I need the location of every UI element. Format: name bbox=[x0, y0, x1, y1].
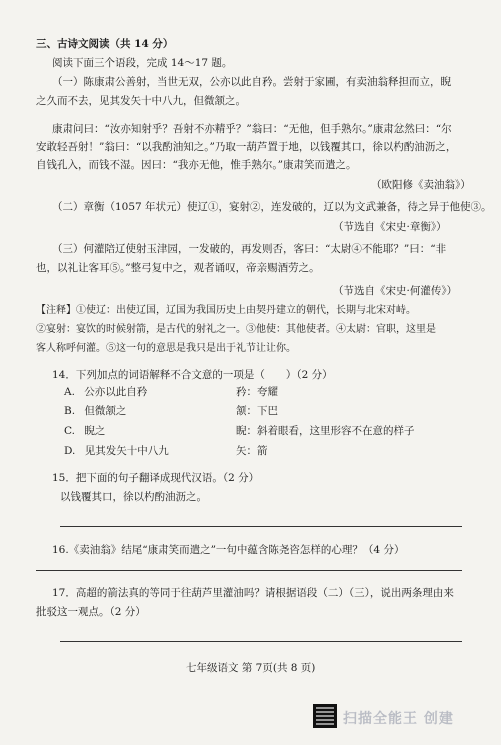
passage-1-line-3: 康肃问曰：“汝亦知射乎？吾射不亦精乎？”翁曰：“无他，但手熟尔。”康肃忿然曰：“尔 bbox=[52, 123, 452, 135]
notes-line-1: 【注释】①使辽：出使辽国，辽国为我国历史上由契丹建立的朝代，长期与北宋对峙。 bbox=[36, 305, 416, 316]
passage-2-source: （节选自《宋史·章衡》） bbox=[333, 221, 447, 233]
answer-line-15 bbox=[60, 526, 462, 527]
passage-1-line-2: 之久而不去，见其发矢十中八九，但微颔之。 bbox=[36, 95, 246, 107]
passage-2-line-1: （二）章衡（1057 年状元）使辽①，宴射②，连发破的，辽以为文武兼备，待之异于他使③。 bbox=[52, 201, 492, 213]
passage-3-source: （节选自《宋史·何灌传》） bbox=[333, 285, 458, 297]
option-d-gloss: 矢：箭 bbox=[236, 445, 268, 457]
passage-1-line-1: （一）陈康肃公善射，当世无双，公亦以此自矜。尝射于家圃，有卖油翁释担而立，睨 bbox=[52, 76, 451, 88]
passage-3-line-1: （三）何灌陪辽使射玉津园，一发破的，再发则否，客曰：“太尉④不能耶？”曰：“非 bbox=[52, 243, 447, 255]
answer-line-17 bbox=[60, 641, 462, 642]
option-phrase: 见其发矢十中八九 bbox=[84, 445, 169, 457]
option-letter: A. bbox=[64, 386, 75, 398]
section-title: 三、古诗文阅读（共 14 分） bbox=[36, 38, 174, 50]
watermark-text: 扫描全能王 创建 bbox=[343, 711, 454, 727]
option-d bbox=[64, 444, 169, 458]
option-c bbox=[64, 424, 105, 438]
option-b bbox=[64, 404, 126, 418]
question-15-sentence: 以钱覆其口，徐以杓酌油沥之。 bbox=[60, 491, 207, 503]
option-a bbox=[64, 385, 147, 399]
passage-3-line-2: 也，以礼让客耳⑤。”整弓复中之，观者诵叹，帝亲赐酒劳之。 bbox=[36, 262, 320, 274]
answer-line-16 bbox=[36, 570, 462, 571]
question-15-stem: 15．把下面的句子翻译成现代汉语。（2 分） bbox=[52, 472, 260, 484]
qr-code-icon bbox=[313, 704, 337, 728]
option-letter: C. bbox=[64, 425, 75, 437]
option-phrase: 但微颔之 bbox=[84, 405, 127, 417]
question-14-stem: 14．下列加点的词语解释不合文意的一项是（ ）（2 分） bbox=[52, 369, 333, 381]
question-17-line-1: 17．高超的箭法真的等同于往葫芦里灌油吗？请根据语段（二）（三），说出两条理由来 bbox=[52, 587, 454, 599]
option-letter: D. bbox=[64, 445, 76, 457]
option-phrase: 公亦以此自矜 bbox=[84, 386, 148, 398]
option-letter: B. bbox=[64, 405, 76, 417]
option-a-gloss: 矜：夸耀 bbox=[236, 386, 278, 398]
passage-1-source: （欧阳修《卖油翁》） bbox=[371, 179, 471, 191]
notes-line-2: ②宴射：宴饮的时候射箭，是古代的射礼之一。③他使：其他使者。④太尉：官职，这里是 bbox=[36, 324, 436, 335]
option-phrase: 睨之 bbox=[84, 425, 106, 437]
question-16-stem: 16.《卖油翁》结尾“康肃笑而遣之”一句中蕴含陈尧咨怎样的心理？（4 分） bbox=[52, 544, 405, 556]
passage-1-line-5: 自钱孔入，而钱不湿。因曰：“我亦无他，惟手熟尔。”康肃笑而遣之。 bbox=[36, 159, 357, 171]
notes-line-3: 客人称呼何灌。⑤这一句的意思是我只是出于礼节让让你。 bbox=[36, 343, 296, 354]
instruction: 阅读下面三个语段，完成 14～17 题。 bbox=[52, 57, 233, 69]
passage-1-line-4: 安敢轻吾射！”翁曰：“以我酌油知之。”乃取一葫芦置于地，以钱覆其口，徐以杓酌油沥之， bbox=[36, 141, 457, 153]
option-c-gloss: 睨：斜着眼看，这里形容不在意的样子 bbox=[236, 425, 415, 437]
question-17-line-2: 批驳这一观点。（2 分） bbox=[36, 606, 146, 618]
option-b-gloss: 颔：下巴 bbox=[236, 405, 278, 417]
page-footer: 七年级语文 第 7页(共 8 页) bbox=[186, 662, 316, 674]
